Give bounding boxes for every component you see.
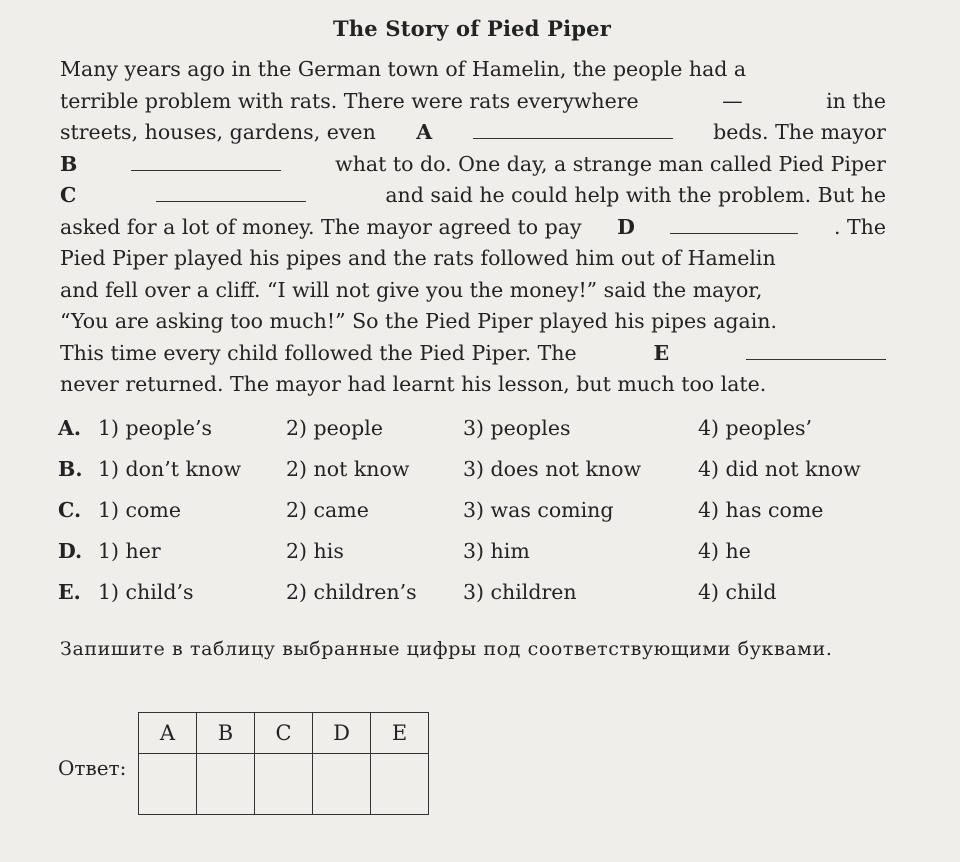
passage-text: beds. The mayor	[713, 120, 886, 144]
passage-line-10	[60, 338, 886, 370]
passage-text: terrible problem with rats. There were rats everywhere	[60, 88, 639, 113]
passage-text: Many years ago in the German town of Hamelin, the people had a	[60, 57, 747, 81]
answer-cell-a[interactable]	[139, 754, 197, 815]
option-row-c	[58, 498, 918, 539]
option-choice-3[interactable]: 3) children	[463, 580, 577, 604]
gap-letter-d: D	[617, 214, 635, 239]
passage-text: . The	[833, 214, 886, 239]
passage-line-6	[60, 212, 886, 244]
option-choice-3[interactable]: 3) does not know	[463, 457, 642, 481]
passage-line-5	[60, 180, 886, 212]
answer-cell-d[interactable]	[313, 754, 371, 815]
passage-text: Pied Piper played his pipes and the rats followed him out of Hamelin	[60, 246, 776, 270]
answer-header-e: E	[371, 713, 429, 754]
page-title: The Story of Pied Piper	[333, 16, 611, 41]
passage-line-4	[60, 149, 886, 181]
option-letter: A.	[58, 416, 82, 440]
passage-text: and fell over a cliff. “I will not give you the money!” said the mayor,	[60, 277, 763, 302]
passage-text: never returned. The mayor had learnt his lesson, but much too late.	[60, 372, 767, 396]
option-choice-1[interactable]: 1) people’s	[98, 416, 213, 440]
option-choice-1[interactable]: 1) don’t know	[98, 457, 242, 481]
answer-input-row	[139, 754, 429, 815]
answer-table	[138, 712, 429, 815]
passage-line-11	[60, 369, 886, 401]
answer-header-a: A	[139, 713, 197, 754]
passage-line-2	[60, 86, 886, 118]
option-row-d	[58, 539, 918, 580]
passage-line-9	[60, 306, 886, 338]
option-choice-2[interactable]: 2) people	[286, 416, 383, 440]
option-letter: D.	[58, 539, 83, 563]
passage-text: and said he could help with the problem. But he	[385, 183, 886, 207]
dash: —	[722, 88, 743, 113]
answer-label: Ответ:	[58, 756, 127, 780]
option-choice-1[interactable]: 1) come	[98, 498, 181, 522]
answer-cell-b[interactable]	[197, 754, 255, 815]
gap-letter-c: C	[60, 183, 77, 207]
gap-blank-b[interactable]	[131, 152, 281, 171]
gap-letter-b: B	[60, 151, 78, 176]
passage-text: what to do. One day, a strange man called Pied Piper	[335, 151, 886, 176]
option-choice-2[interactable]: 2) came	[286, 498, 369, 522]
option-choice-3[interactable]: 3) peoples	[463, 416, 571, 440]
option-choice-4[interactable]: 4) child	[698, 580, 777, 604]
answer-header-d: D	[313, 713, 371, 754]
answer-options	[58, 416, 918, 621]
option-choice-2[interactable]: 2) children’s	[286, 580, 417, 604]
gap-blank-a[interactable]	[473, 120, 673, 139]
option-choice-2[interactable]: 2) his	[286, 539, 344, 563]
option-choice-3[interactable]: 3) was coming	[463, 498, 614, 522]
passage-line-8	[60, 275, 886, 307]
passage-text: This time every child followed the Pied Piper. The	[60, 340, 577, 365]
passage-line-3	[60, 117, 886, 149]
instruction-text: Запишите в таблицу выбранные цифры под соответствующими буквами.	[60, 638, 833, 660]
option-choice-1[interactable]: 1) her	[98, 539, 161, 563]
answer-header-b: B	[197, 713, 255, 754]
option-choice-4[interactable]: 4) he	[698, 539, 751, 563]
passage-text: in the	[826, 88, 886, 113]
gap-letter-e: E	[653, 340, 670, 365]
option-row-b	[58, 457, 918, 498]
passage-text: streets, houses, gardens, even	[60, 120, 376, 144]
option-letter: E.	[58, 580, 81, 604]
option-letter: B.	[58, 457, 83, 481]
option-choice-4[interactable]: 4) did not know	[698, 457, 861, 481]
gap-blank-e[interactable]	[746, 341, 886, 360]
answer-cell-c[interactable]	[255, 754, 313, 815]
answer-header-row	[139, 713, 429, 754]
answer-header-c: C	[255, 713, 313, 754]
option-row-a	[58, 416, 918, 457]
gap-letter-a: A	[416, 120, 433, 144]
passage-line-7	[60, 243, 886, 275]
option-letter: C.	[58, 498, 82, 522]
passage-text: “You are asking too much!” So the Pied Piper played his pipes again.	[60, 309, 777, 333]
option-choice-3[interactable]: 3) him	[463, 539, 530, 563]
option-choice-4[interactable]: 4) peoples’	[698, 416, 813, 440]
option-choice-2[interactable]: 2) not know	[286, 457, 410, 481]
option-row-e	[58, 580, 918, 621]
passage-line-1	[60, 54, 886, 86]
gap-blank-c[interactable]	[156, 183, 306, 202]
passage-text: asked for a lot of money. The mayor agreed to pay	[60, 214, 582, 239]
gap-blank-d[interactable]	[670, 215, 798, 234]
option-choice-1[interactable]: 1) child’s	[98, 580, 194, 604]
option-choice-4[interactable]: 4) has come	[698, 498, 824, 522]
answer-cell-e[interactable]	[371, 754, 429, 815]
story-passage	[60, 54, 886, 401]
